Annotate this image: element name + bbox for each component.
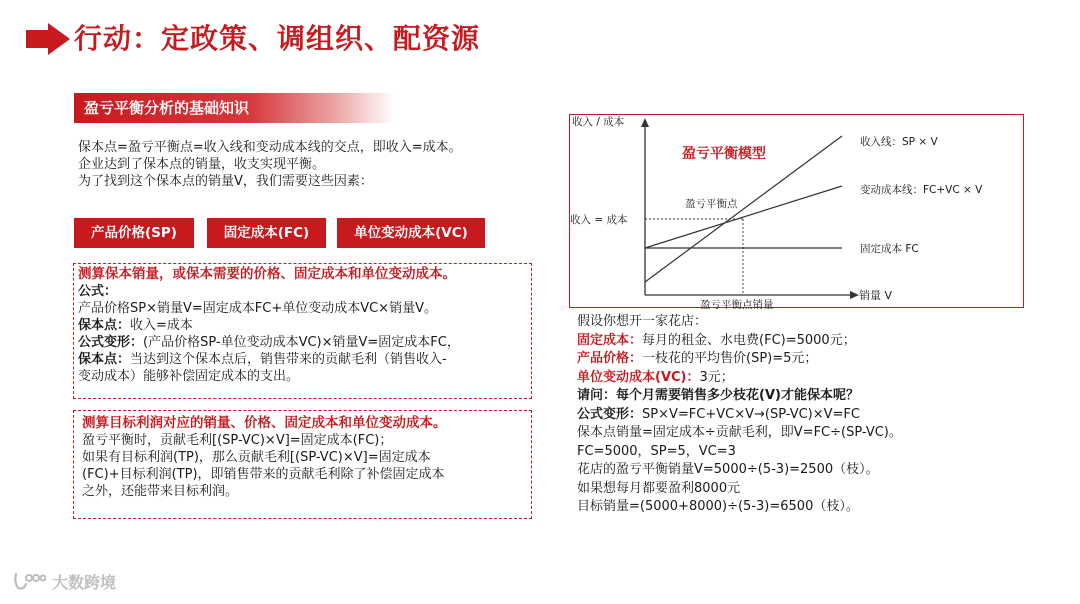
x-axis-arrow-icon <box>850 291 859 299</box>
after-text: 当达到这个保本点后，销售带来的贡献毛利（销售收入- <box>130 352 447 367</box>
flower-shop-example <box>577 313 902 517</box>
breakeven-formula-box <box>73 263 532 399</box>
brand-logo <box>12 568 116 594</box>
breakeven-label: 保本点： <box>78 318 131 333</box>
example-line: 目标销量=(5000+8000)÷(5-3)=6500（枝）。 <box>577 499 859 514</box>
fc-label: 固定成本： <box>577 332 643 348</box>
box-line: 如果有目标利润(TP)，那么贡献毛利[(SP-VC)×V]=固定成本 <box>82 450 431 465</box>
variable-cost-line-label: 变动成本线：FC+VC × V <box>860 184 983 196</box>
transform-text: (产品价格SP-单位变动成本VC)×销量V=固定成本FC， <box>143 335 460 350</box>
intro-line: 为了找到这个保本点的销量V，我们需要这些因素： <box>78 174 373 189</box>
transform-label: 公式变形： <box>78 335 144 350</box>
diagram-title: 盈亏平衡模型 <box>682 146 766 162</box>
target-profit-box <box>73 410 532 519</box>
intro-line: 企业达到了保本点的销量，收支实现平衡。 <box>78 157 326 172</box>
fixed-cost-line-label: 固定成本 FC <box>860 243 919 255</box>
example-line: 保本点销量=固定成本÷贡献毛利，即V=FC÷(SP-VC)。 <box>577 425 902 440</box>
y-marker-label: 收入 = 成本 <box>570 214 628 226</box>
section-heading <box>74 93 394 123</box>
variable-cost-line <box>645 186 842 248</box>
y-axis-arrow-icon <box>641 118 649 127</box>
example-question: 请问：每个月需要销售多少枝花(V)才能保本呢？ <box>577 388 859 403</box>
example-transform-text: SP×V=FC+VC×V→(SP-VC)×V=FC <box>642 406 860 422</box>
box-heading: 测算保本销量，或保本需要的价格、固定成本和单位变动成本。 <box>78 266 456 282</box>
sp-text: 一枝花的平均售价(SP)=5元； <box>642 351 818 366</box>
sp-label: 产品价格： <box>577 351 643 366</box>
brand-logo-icon <box>12 570 46 592</box>
breakeven-text: 收入=成本 <box>130 318 193 333</box>
x-marker-label: 盈亏平衡点销量 <box>700 299 774 309</box>
box-heading: 测算目标利润对应的销量、价格、固定成本和单位变动成本。 <box>82 415 447 431</box>
example-transform-label: 公式变形： <box>577 406 643 422</box>
intro-line: 保本点=盈亏平衡点=收入线和变动成本线的交点，即收入=成本。 <box>78 140 462 155</box>
breakeven-diagram-svg <box>570 115 1025 309</box>
example-intro: 假设你想开一家花店： <box>577 314 708 329</box>
box-line: 盈亏平衡时，贡献毛利[(SP-VC)×V]=固定成本(FC)； <box>82 433 393 448</box>
after-label: 保本点： <box>78 352 131 367</box>
section-heading-text: 盈亏平衡分析的基础知识 <box>84 99 250 117</box>
example-line: 如果想每月都要盈利8000元 <box>577 480 741 496</box>
after-text-continued: 变动成本）能够补偿固定成本的支出。 <box>78 369 300 384</box>
x-axis-label: 销量 V <box>859 289 893 302</box>
factor-variable-cost: 单位变动成本(VC) <box>337 218 485 248</box>
example-line: FC=5000，SP=5，VC=3 <box>577 443 736 459</box>
breakeven-diagram <box>569 114 1024 308</box>
factor-price: 产品价格(SP) <box>74 218 194 248</box>
breakeven-point-label: 盈亏平衡点 <box>685 198 738 210</box>
box-line: 之外，还能带来目标利润。 <box>82 484 239 499</box>
box-line: (FC)+目标利润(TP)，即销售带来的贡献毛利除了补偿固定成本 <box>82 467 445 482</box>
brand-logo-text: 大数跨境 <box>52 572 117 592</box>
formula-label: 公式： <box>78 284 118 299</box>
y-axis-label: 收入 / 成本 <box>572 116 625 128</box>
formula-text: 产品价格SP×销量V=固定成本FC+单位变动成本VC×销量V。 <box>78 301 437 316</box>
fc-text: 每月的租金、水电费(FC)=5000元； <box>642 332 856 348</box>
title-arrow-icon <box>26 23 70 55</box>
vc-label: 单位变动成本(VC)： <box>577 369 700 385</box>
vc-text: 3元； <box>699 369 734 385</box>
example-line: 花店的盈亏平衡销量V=5000÷(5-3)=2500（枝）。 <box>577 462 879 477</box>
intro-text <box>78 139 462 190</box>
revenue-line-label: 收入线：SP × V <box>860 136 938 148</box>
factor-fixed-cost: 固定成本(FC) <box>207 218 326 248</box>
page-title: 行动：定政策、调组织、配资源 <box>74 22 481 55</box>
